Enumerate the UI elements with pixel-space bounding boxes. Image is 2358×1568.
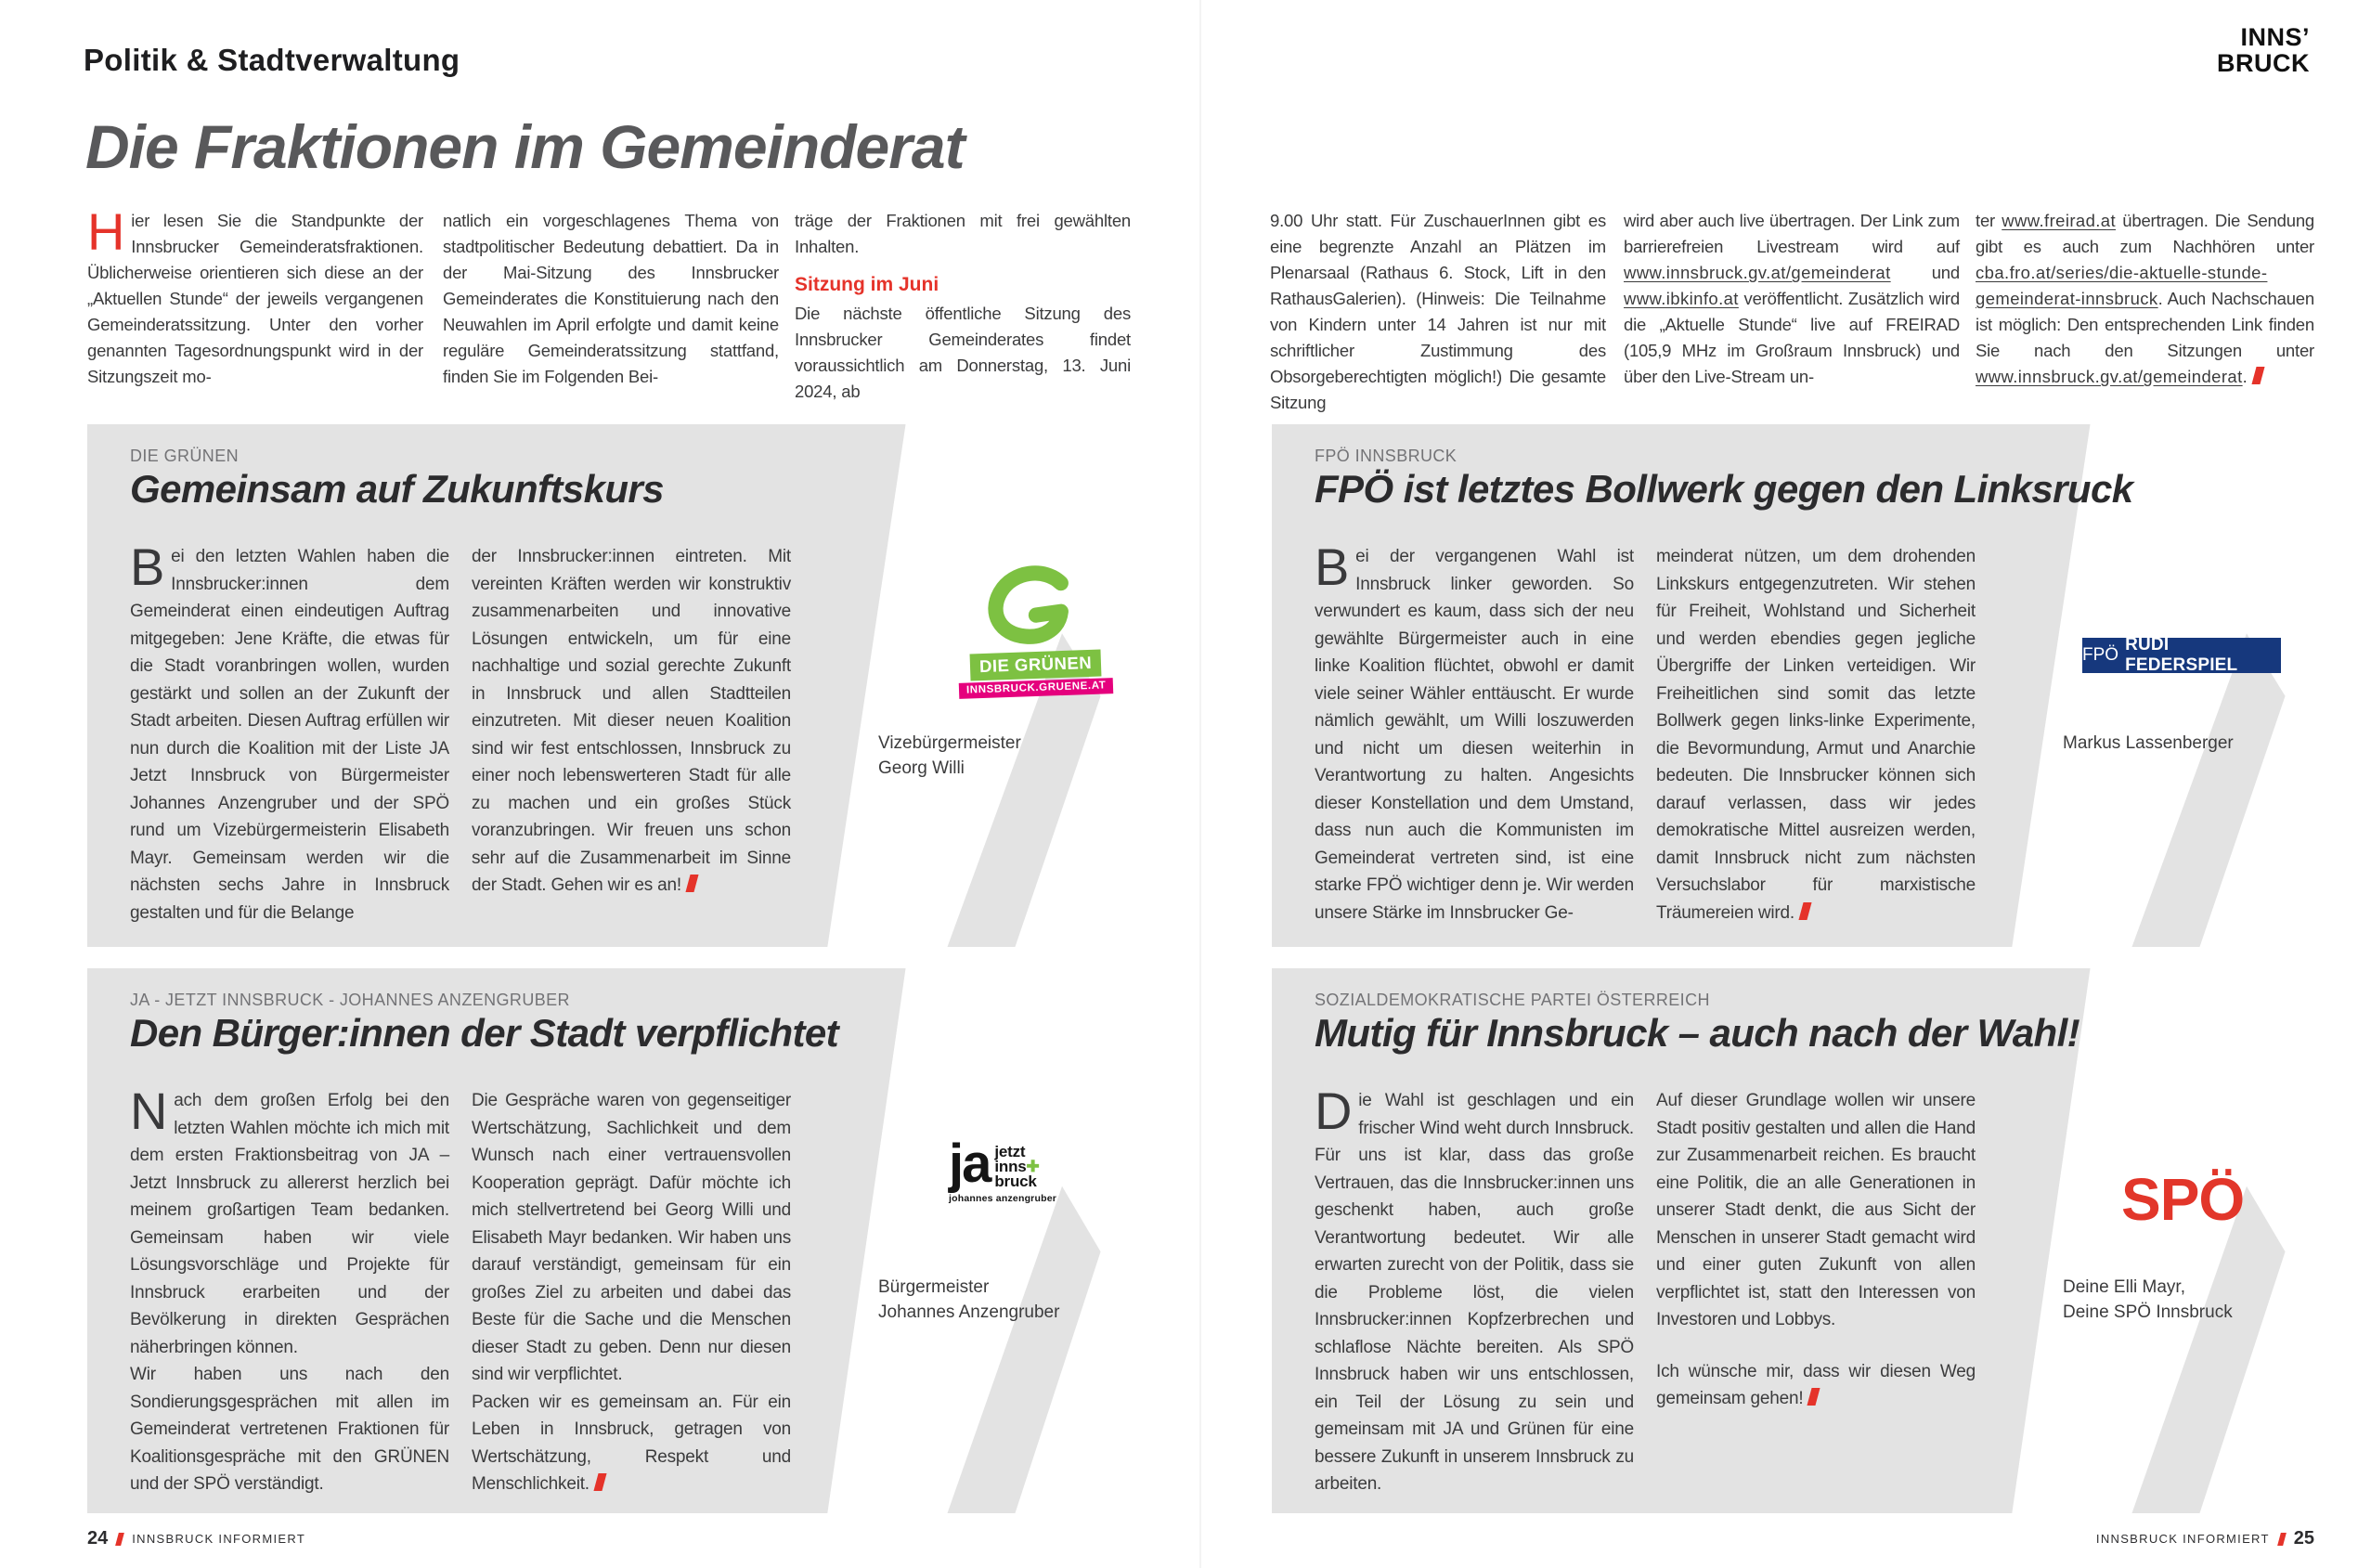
footer-right [2096, 1528, 2314, 1549]
paragraph [472, 1087, 791, 1389]
url-text: cba.fro.at/series/die-aktuelle-stunde-gemeinderat-innsbruck [1976, 263, 2268, 308]
caption-line: Bürgermeister [878, 1277, 990, 1297]
body-text: Wir haben uns nach den Sondierungsgesprächen mit allen im Gemeinderat vertretenen Fraktionen für Koalitionsgespräche mit den GRÜNEN und der SPÖ verständigt. [130, 1365, 449, 1494]
end-slash-icon [2251, 367, 2264, 384]
footer-slash-icon [115, 1533, 124, 1546]
paragraph [130, 1082, 449, 1361]
paragraph [795, 301, 1131, 405]
gruene-swoosh-icon [981, 565, 1091, 647]
party-kicker: SOZIALDEMOKRATISCHE PARTEI ÖSTERREICH [1315, 991, 1710, 1009]
article-title: Die Fraktionen im Gemeinderat [85, 112, 965, 181]
party-text-column-2 [472, 543, 791, 900]
ja-logo-big: ja [949, 1134, 991, 1194]
fpoe-logo-icon [2082, 635, 2281, 675]
brand-line-2: BRUCK [2217, 49, 2310, 77]
body-text: ach dem großen Erfolg bei den letzten Wahlen möchte ich mich mit dem ersten Fraktionsbeitrag von JA – Jetzt Innsbruck zu allererst herzlich bei meinem großartigen Team bedanken. Gemeinsam haben wir viele Lösungsvorschläge und Projekte für Innsbruck erarbeiten und der Bevölkerung in direkten Gesprächen näherbringen können. [130, 1091, 449, 1357]
body-text: und [1890, 263, 1960, 282]
paragraph [1624, 208, 1960, 390]
footer-slash-icon [2277, 1533, 2287, 1546]
paragraph [472, 543, 791, 900]
intro-column-3 [795, 208, 1131, 405]
ja-logo-word2a: inns [994, 1158, 1027, 1175]
caption-line: Deine SPÖ Innsbruck [2063, 1302, 2233, 1322]
party-box-gruene [87, 424, 1130, 947]
party-caption [2063, 731, 2234, 756]
intro-column-1 [87, 202, 423, 390]
party-text-column-1 [1315, 1082, 1634, 1498]
intro-column-2 [443, 208, 779, 390]
url-text: www.freirad.at [2002, 211, 2117, 230]
page-gutter [1199, 0, 1201, 1568]
fpoe-name: RUDI FEDERSPIEL [2125, 635, 2238, 675]
body-text: der Innsbrucker:innen eintreten. Mit vereinten Kräften werden wir konstruktiv zusammenarbeiten und innovative Lösungen entwickeln, um für eine nachhaltige und sozial gerechte Zukunft in Innsbruck und allen Stadtteilen einzutreten. Mit dieser neuen Koalition sind wir fest entschlossen, Innsbruck zu einer noch lebenswerteren Stadt für alle zu machen und ein großes Stück voranzubringen. Wir freuen uns schon sehr auf die Zusammenarbeit im Sinne der Stadt. Gehen wir es an! [472, 547, 791, 895]
end-slash-icon [593, 1473, 606, 1491]
body-text: Die Gespräche waren von gegenseitiger Wertschätzung, Sachlichkeit und dem Wunsch nach einer vertrauensvollen Kooperation geprägt. Dafür möchte ich mich stellvertretend bei Georg Willi und Elisabeth Mayr bedanken. Wir haben uns darauf verständigt, gemeinsam für ein großes Ziel zu arbeiten und dabei das Beste für die Sache und die Menschen dieser Stadt zu geben. Denn nur diesen sind wir verpflichtet. [472, 1091, 791, 1384]
body-text: Sitzung im Juni [795, 274, 939, 295]
brand-line-1: INNS’ [2240, 23, 2310, 51]
url-text: www.innsbruck.gv.at/gemeinderat [1624, 263, 1891, 282]
gruene-url-bar: INNSBRUCK.GRUENE.AT [959, 678, 1114, 699]
die-gruenen-logo-icon [934, 565, 1130, 696]
party-kicker: FPÖ INNSBRUCK [1315, 447, 1458, 465]
body-text: ei der vergangenen Wahl ist Innsbruck linker geworden. So verwundert es kaum, dass sich der neu gewählte Bürgermeister auch in eine linke Koalition flüchtet, obwohl er damit viele seiner Wähler enttäuscht. Er wurde nämlich gewählt, um Willi loszuwerden und nicht um diesen weiterhin in Verantwortung zu halten. Angesichts dieser Konstellation und dem Umstand, dass nun auch die Kommunisten im Gemeinderat vertreten sind, ist eine starke FPÖ wichtiger denn je. Wir werden unsere Stärke im Innsbrucker Ge- [1315, 547, 1634, 923]
paragraph [87, 202, 423, 390]
fpoe-prefix: FPÖ [2082, 645, 2119, 665]
body-text: Ich wünsche mir, dass wir diesen Weg gemeinsam gehen! [1656, 1361, 1976, 1408]
caption-line: Georg Willi [878, 758, 965, 778]
body-text: meinderat nützen, um dem drohenden Linkskurs entgegenzutreten. Wir stehen für Freiheit, Wohlstand und Sicherheit und werden ebendies gegen jegliche Übergriffe der Linken verteidigen. Wir Freiheitlichen sind somit das letzte Bollwerk gegen links-linke Experimente, die Bevormundung, Armut und Anarchie bedeuten. Die Innsbrucker können sich darauf verlassen, dass wir jedes demokratische Mittel ausreizen werden, damit Innsbruck nicht zum nächsten Versuchslabor für marxistische Träumereien wird. [1656, 547, 1976, 923]
body-text: natlich ein vorgeschlagenes Thema von stadtpolitischer Bedeutung debattiert. Da in der Mai-Sitzung des Innsbrucker Gemeinderates die Konstituierung nach den Neuwahlen im April erfolgte und damit keine reguläre Gemeinderatssitzung stattfand, finden Sie im Folgenden Bei- [443, 211, 779, 386]
gruene-name-bar: DIE GRÜNEN [970, 650, 1102, 681]
paragraph [1270, 208, 1606, 416]
section-header: Politik & Stadtverwaltung [84, 43, 460, 77]
body-text: wird aber auch live übertragen. Der Link zum barrierefreien Livestream wird auf [1624, 211, 1960, 256]
spoe-logo-icon: SPÖ [2121, 1166, 2245, 1233]
caption-line: Johannes Anzengruber [878, 1302, 1060, 1322]
paragraph [795, 208, 1131, 260]
paragraph [1656, 543, 1976, 927]
party-text-column-2 [1656, 1087, 1976, 1413]
party-title: Gemeinsam auf Zukunftskurs [130, 467, 664, 511]
magazine-name: INNSBRUCK INFORMIERT [132, 1532, 306, 1546]
party-text-column-1 [130, 538, 449, 927]
intro-column-5 [1624, 208, 1960, 390]
caption-line: Markus Lassenberger [2063, 733, 2234, 753]
body-text: Packen wir es gemeinsam an. Für ein Leben in Innsbruck, getragen von Wertschätzung, Respekt und Menschlichkeit. [472, 1392, 791, 1494]
page-number-right: 25 [2293, 1528, 2314, 1549]
drop-cap: H [87, 202, 125, 261]
paragraph [130, 1361, 449, 1498]
paragraph [443, 208, 779, 390]
intro-subheading [795, 272, 1131, 298]
party-kicker: JA - JETZT INNSBRUCK - JOHANNES ANZENGRUBER [130, 991, 570, 1009]
party-box-spoe [1272, 968, 2314, 1513]
caption-line: Deine Elli Mayr, [2063, 1277, 2185, 1297]
paragraph [1315, 1082, 1634, 1498]
paragraph [1976, 208, 2314, 390]
body-text: übertragen. Die Sendung gibt es auch zum Nachhören unter [1976, 211, 2314, 256]
party-kicker: DIE GRÜNEN [130, 447, 240, 465]
party-box-fpoe [1272, 424, 2314, 947]
body-text: . Auch Nachschauen ist möglich: Den entsprechenden Link finden Sie nach den Sitzungen unter [1976, 289, 2314, 360]
end-slash-icon [1798, 902, 1811, 920]
drop-cap: D [1315, 1082, 1353, 1140]
party-caption [2063, 1275, 2233, 1325]
drop-cap: B [1315, 538, 1350, 596]
url-text: www.innsbruck.gv.at/gemeinderat [1976, 367, 2243, 386]
ja-logo-word1: jetzt [994, 1143, 1026, 1160]
party-caption [878, 731, 1021, 781]
body-text: . [2242, 367, 2248, 386]
body-text: ier lesen Sie die Standpunkte der Innsbrucker Gemeinderatsfraktionen. Üblicherweise orientieren sich diese an der „Aktuellen Stunde“ der jeweils vergangenen Gemeinderatssitzung. Unter den vorher genannten Tagesordnungspunkt wird in der Sitzungszeit mo- [87, 211, 423, 386]
party-title: Mutig für Innsbruck – auch nach der Wahl! [1315, 1011, 2080, 1055]
innsbruck-brand-logo [2213, 24, 2310, 76]
intro-column-4 [1270, 208, 1606, 416]
ja-logo-cross-icon: ✚ [1026, 1158, 1040, 1175]
party-title: Den Bürger:innen der Stadt verpflichtet [130, 1011, 839, 1055]
party-text-column-1 [130, 1082, 449, 1498]
party-text-column-2 [1656, 543, 1976, 927]
body-text: ei den letzten Wahlen haben die Innsbrucker:innen dem Gemeinderat einen eindeutigen Auftrag mitgegeben: Jene Kräfte, die etwas für die Stadt voranbringen wollen, wurden gestärkt und sollen an der Zukunft der Stadt arbeiten. Diesen Auftrag erfüllen wir nun durch die Koalition mit der Liste JA Jetzt Innsbruck von Bürgermeister Johannes Anzengruber und der SPÖ rund um Vizebürgermeisterin Elisabeth Mayr. Gemeinsam werden wir die nächsten sechs Jahre in Innsbruck gestalten und für die Belange [130, 547, 449, 923]
ja-jetzt-innsbruck-logo-icon [949, 1134, 1057, 1204]
body-text: 9.00 Uhr statt. Für ZuschauerInnen gibt es eine begrenzte Anzahl an Plätzen im Plenarsaal (Rathaus 6. Stock, Lift in den RathausGalerien). (Hinweis: Die Teilnahme von Kindern unter 14 Jahren ist nur mit schriftlicher Zustimmung des Obsorgeberechtigten möglich!) Die gesamte Sitzung [1270, 211, 1606, 412]
paragraph [472, 1389, 791, 1498]
paragraph [130, 538, 449, 927]
drop-cap: B [130, 538, 165, 596]
body-text: träge der Fraktionen mit frei gewählten Inhalten. [795, 211, 1131, 256]
page-number-left: 24 [87, 1528, 109, 1549]
party-box-ja [87, 968, 1130, 1513]
paragraph [1315, 538, 1634, 927]
paragraph [1656, 1087, 1976, 1334]
body-text: ie Wahl ist geschlagen und ein frischer Wind weht durch Innsbruck. Für uns ist klar, dass das große Vertrauen, das die Innsbrucker:innen uns geschenkt haben, auch große Verantwortung bedeutet. Wir alle erwarten zurecht von der Politik, dass sie die Probleme löst, die vielen Innsbrucker:innen Kopfzerbrechen und schlaflose Nächte bereiten. Als SPÖ Innsbruck haben wir uns entschlossen, ein Teil der Lösung zu sein und gemeinsam mit JA und Grünen für eine bessere Zukunft in unserem Innsbruck zu arbeiten. [1315, 1091, 1634, 1494]
body-text: veröffentlicht. Zusätzlich wird die „Aktuelle Stunde“ live auf FREIRAD (105,9 MHz im Großraum Innsbruck) und über den Live-Stream un- [1624, 289, 1960, 386]
body-text: Auf dieser Grundlage wollen wir unsere Stadt positiv gestalten und allen die Hand zur Zusammenarbeit reichen. Es braucht eine Politik, die an alle Generationen in unserer Stadt denkt, die aus Sicht der Menschen in unserer Stadt gemacht wird und einer guten Zukunft von allen verpflichtet ist, statt den Interessen von Investoren und Lobbys. [1656, 1091, 1976, 1329]
magazine-name: INNSBRUCK INFORMIERT [2095, 1532, 2270, 1546]
party-text-column-1 [1315, 538, 1634, 927]
party-text-column-2 [472, 1087, 791, 1498]
party-title: FPÖ ist letztes Bollwerk gegen den Linksruck [1315, 467, 2133, 511]
ja-logo-subline: johannes anzengruber [949, 1193, 1057, 1204]
caption-line: Vizebürgermeister [878, 733, 1021, 753]
url-text: www.ibkinfo.at [1624, 289, 1739, 308]
intro-column-6 [1976, 208, 2314, 390]
body-text: ter [1976, 211, 2002, 230]
ja-logo-word2b: bruck [994, 1173, 1037, 1190]
drop-cap: N [130, 1082, 168, 1140]
paragraph [1656, 1358, 1976, 1413]
party-caption [878, 1275, 1059, 1325]
body-text: Die nächste öffentliche Sitzung des Innsbrucker Gemeinderates findet voraussichtlich am Donnerstag, 13. Juni 2024, ab [795, 304, 1131, 401]
footer-left [87, 1528, 305, 1549]
end-slash-icon [685, 875, 698, 892]
end-slash-icon [1807, 1388, 1820, 1406]
